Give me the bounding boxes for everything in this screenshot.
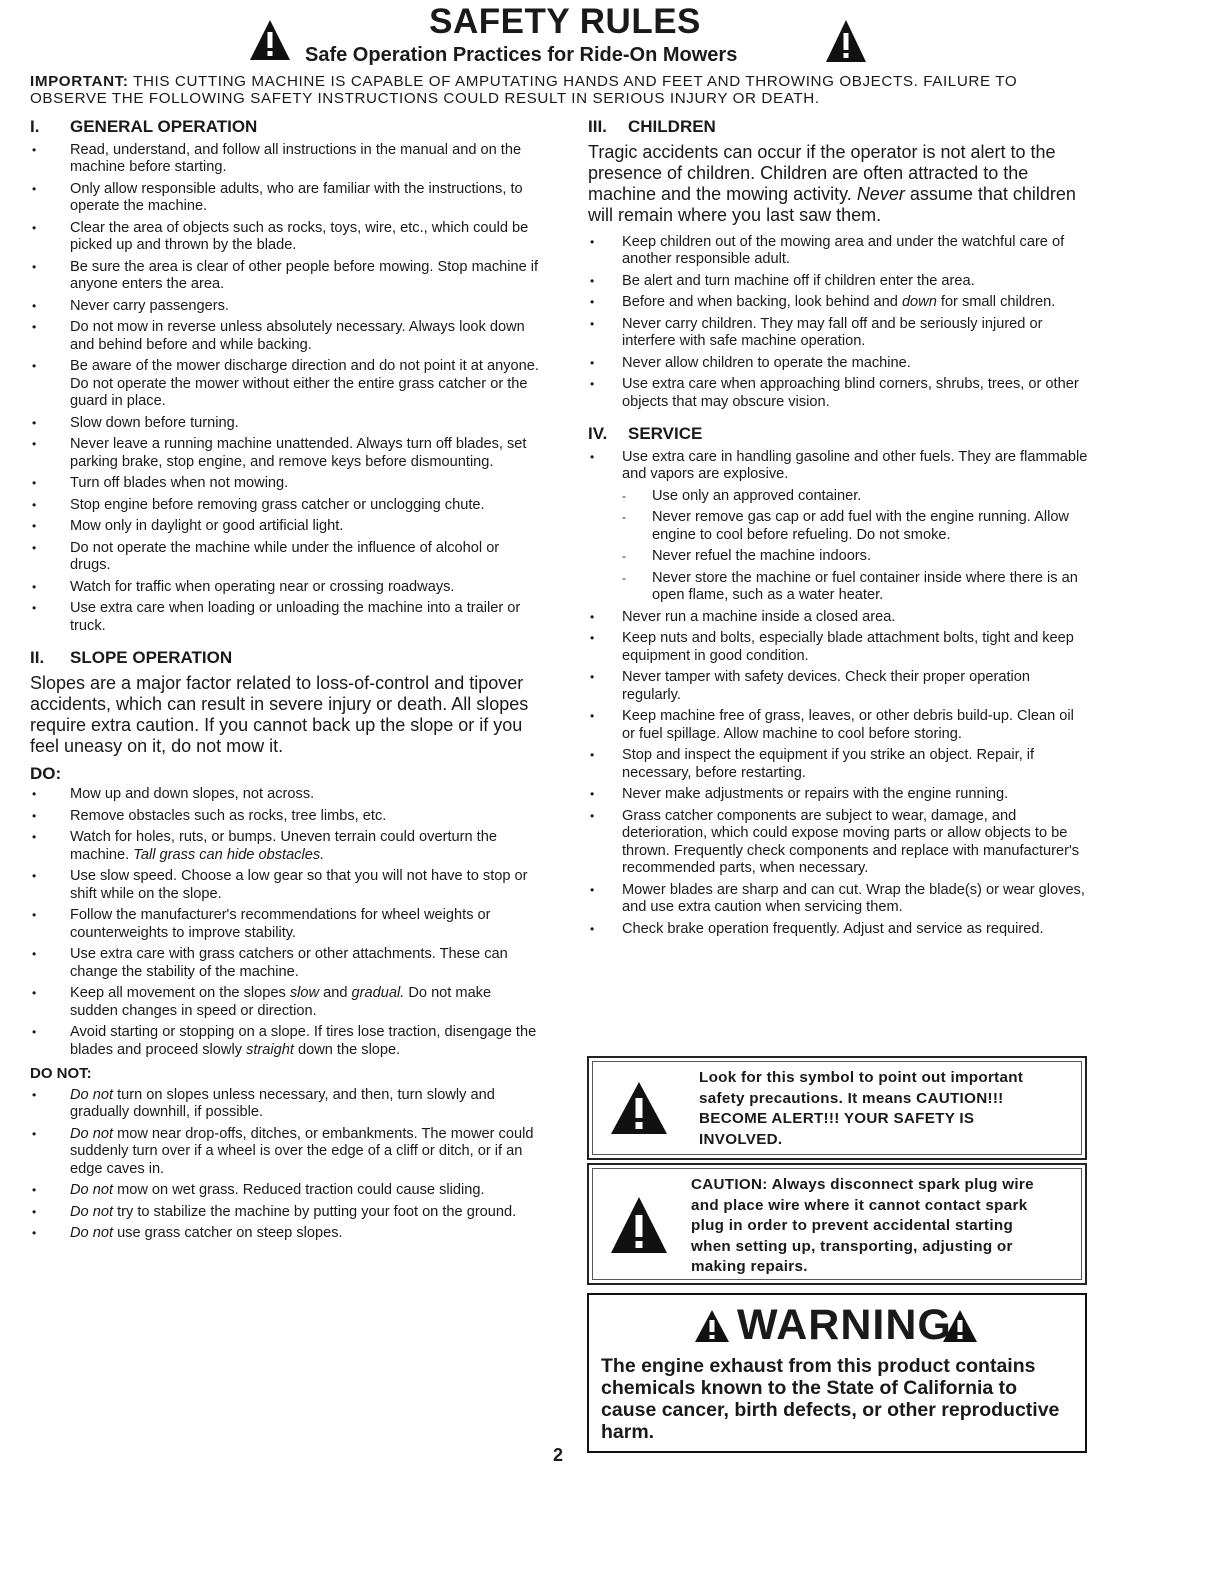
warning-box (587, 1293, 1087, 1453)
list-item: • Remove obstacles such as rocks, tree limbs, etc. (30, 808, 540, 826)
section-heading-service: IV. SERVICE (588, 424, 703, 443)
sub-list-item: - Never refuel the machine indoors. (588, 548, 1088, 566)
list-item: • Do not operate the machine while under the influence of alcohol or drugs. (30, 540, 540, 575)
list-item: • Do not turn on slopes unless necessary, and then, turn slowly and gradually downhill, if possible. (30, 1087, 540, 1122)
list-item: • Never tamper with safety devices. Check their proper operation regularly. (588, 669, 1088, 704)
list-item: • Clear the area of objects such as rocks, toys, wire, etc., which could be picked up and thrown by the blade. (30, 220, 540, 255)
caution-box (587, 1163, 1087, 1285)
donot-label: DO NOT: (30, 1065, 92, 1082)
list-item: • Never allow children to operate the machine. (588, 355, 1088, 373)
warning-triangle-icon (824, 18, 868, 64)
list-item: • Keep machine free of grass, leaves, or other debris build-up. Clean oil or fuel spillage. Allow machine to cool before storing. (588, 708, 1088, 743)
list-item: • Watch for holes, ruts, or bumps. Uneven terrain could overturn the machine. Tall grass can hide obstacles. (30, 829, 540, 864)
children-list (588, 234, 1088, 412)
section-heading-general: I. GENERAL OPERATION (30, 117, 258, 136)
list-item: • Do not try to stabilize the machine by putting your foot on the ground. (30, 1204, 540, 1222)
do-list (30, 786, 540, 1059)
list-item: • Keep children out of the mowing area and under the watchful care of another responsible adult. (588, 234, 1088, 269)
warning-triangle-icon (609, 1195, 669, 1255)
list-item: • Grass catcher components are subject to wear, damage, and deterioration, which could expose moving parts or allow objects to be thrown. Frequently check components and replace with manufacturer's recommended parts, when necessary. (588, 808, 1088, 878)
do-label: DO: (30, 763, 62, 783)
list-item: • Read, understand, and follow all instructions in the manual and on the machine before starting. (30, 142, 540, 177)
sub-list-item: - Never remove gas cap or add fuel with the engine running. Allow engine to cool before refueling. Do not smoke. (588, 509, 1088, 544)
sub-list-item: - Use only an approved container. (588, 488, 1088, 506)
list-item: • Do not mow on wet grass. Reduced traction could cause sliding. (30, 1182, 540, 1200)
list-item: • Never leave a running machine unattended. Always turn off blades, set parking brake, stop engine, and remove keys before dismounting. (30, 436, 540, 471)
list-item: • Never carry passengers. (30, 298, 540, 316)
list-item: • Be alert and turn machine off if children enter the area. (588, 273, 1088, 291)
list-item: • Mow only in daylight or good artificial light. (30, 518, 540, 536)
right-column (588, 118, 1088, 942)
list-item: • Never make adjustments or repairs with the engine running. (588, 786, 1088, 804)
list-item: • Do not mow in reverse unless absolutely necessary. Always look down and behind before and while backing. (30, 319, 540, 354)
list-item: • Never carry children. They may fall off and be seriously injured or interfere with safe machine operation. (588, 316, 1088, 351)
list-item: • Stop and inspect the equipment if you strike an object. Repair, if necessary, before restarting. (588, 747, 1088, 782)
list-item: • Before and when backing, look behind and down for small children. (588, 294, 1088, 312)
list-item: • Mower blades are sharp and can cut. Wrap the blade(s) or wear gloves, and use extra caution when servicing them. (588, 882, 1088, 917)
list-item: • Use slow speed. Choose a low gear so that you will not have to stop or shift while on the slope. (30, 868, 540, 903)
page-subtitle: Safe Operation Practices for Ride-On Mowers (305, 44, 738, 66)
list-item: • Follow the manufacturer's recommendations for wheel weights or counterweights to improve stability. (30, 907, 540, 942)
list-item: • Use extra care when loading or unloading the machine into a trailer or truck. (30, 600, 540, 635)
safety-symbol-box (587, 1056, 1087, 1160)
sub-list-item: - Never store the machine or fuel container inside where there is an open flame, such as a water heater. (588, 570, 1088, 605)
list-item: • Slow down before turning. (30, 415, 540, 433)
list-item: • Keep nuts and bolts, especially blade attachment bolts, tight and keep equipment in good condition. (588, 630, 1088, 665)
caution-text: CAUTION: Always disconnect spark plug wire and place wire where it cannot contact spark plug in order to prevent accidental starting when setting up, transporting, adjusting or making repairs. (691, 1176, 1034, 1275)
left-column (30, 118, 540, 1247)
general-list (30, 142, 540, 636)
warning-triangle-icon (942, 1309, 978, 1343)
warning-triangle-icon (694, 1309, 730, 1343)
warning-body: The engine exhaust from this product contains chemicals known to the State of California to cause cancer, birth defects, or other reproductive harm. (601, 1355, 1060, 1443)
list-item: • Keep all movement on the slopes slow and gradual. Do not make sudden changes in speed or direction. (30, 985, 540, 1020)
list-item: • Stop engine before removing grass catcher or unclogging chute. (30, 497, 540, 515)
list-item: • Mow up and down slopes, not across. (30, 786, 540, 804)
list-item: • Be sure the area is clear of other people before mowing. Stop machine if anyone enters the area. (30, 259, 540, 294)
important-notice (30, 73, 1095, 107)
list-item: • Do not mow near drop-offs, ditches, or embankments. The mower could suddenly turn over if a wheel is over the edge of a cliff or ditch, or if an edge caves in. (30, 1126, 540, 1179)
warning-triangle-icon (609, 1080, 669, 1136)
slope-intro: Slopes are a major factor related to loss-of-control and tipover accidents, which can result in severe injury or death. All slopes require extra caution. If you cannot back up the slope or if you feel uneasy on it, do not mow it. (30, 672, 529, 756)
children-intro: Tragic accidents can occur if the operator is not alert to the presence of children. Children are often attracted to the machine and the mowing activity. Never assume that children will remain where you last saw them. (588, 141, 1076, 225)
list-item: • Check brake operation frequently. Adjust and service as required. (588, 921, 1088, 939)
safety-symbol-text: Look for this symbol to point out important safety precautions. It means CAUTION!!! BECOME ALERT!!! YOUR SAFETY IS INVOLVED. (699, 1069, 1024, 1148)
list-item: • Use extra care in handling gasoline and other fuels. They are flammable and vapors are explosive. (588, 449, 1088, 484)
list-item: • Only allow responsible adults, who are familiar with the instructions, to operate the machine. (30, 181, 540, 216)
list-item: • Be aware of the mower discharge direction and do not point it at anyone. Do not operate the mower without either the entire grass catcher or the guard in place. (30, 358, 540, 411)
list-item: • Use extra care when approaching blind corners, shrubs, trees, or other objects that may obscure vision. (588, 376, 1088, 411)
list-item: • Avoid starting or stopping on a slope. If tires lose traction, disengage the blades and proceed slowly straight down the slope. (30, 1024, 540, 1059)
page-number: 2 (553, 1445, 564, 1465)
page-title: SAFETY RULES (429, 2, 701, 41)
list-item: • Turn off blades when not mowing. (30, 475, 540, 493)
list-item: • Never run a machine inside a closed area. (588, 609, 1088, 627)
donot-list (30, 1087, 540, 1243)
warning-title: WARNING (737, 1301, 952, 1349)
service-list (588, 449, 1088, 939)
list-item: • Do not use grass catcher on steep slopes. (30, 1225, 540, 1243)
list-item: • Watch for traffic when operating near or crossing roadways. (30, 579, 540, 597)
section-heading-children: III. CHILDREN (588, 117, 716, 136)
section-heading-slope: II. SLOPE OPERATION (30, 648, 233, 667)
list-item: • Use extra care with grass catchers or other attachments. These can change the stability of the machine. (30, 946, 540, 981)
important-text: THIS CUTTING MACHINE IS CAPABLE OF AMPUTATING HANDS AND FEET AND THROWING OBJECTS. FAILURE TO OBSERVE THE FOLLOWING SAFETY INSTRUCTIONS COULD RESULT IN SERIOUS INJURY OR DEATH. (30, 73, 1018, 107)
important-label: IMPORTANT: (30, 73, 129, 90)
warning-triangle-icon (248, 18, 292, 62)
